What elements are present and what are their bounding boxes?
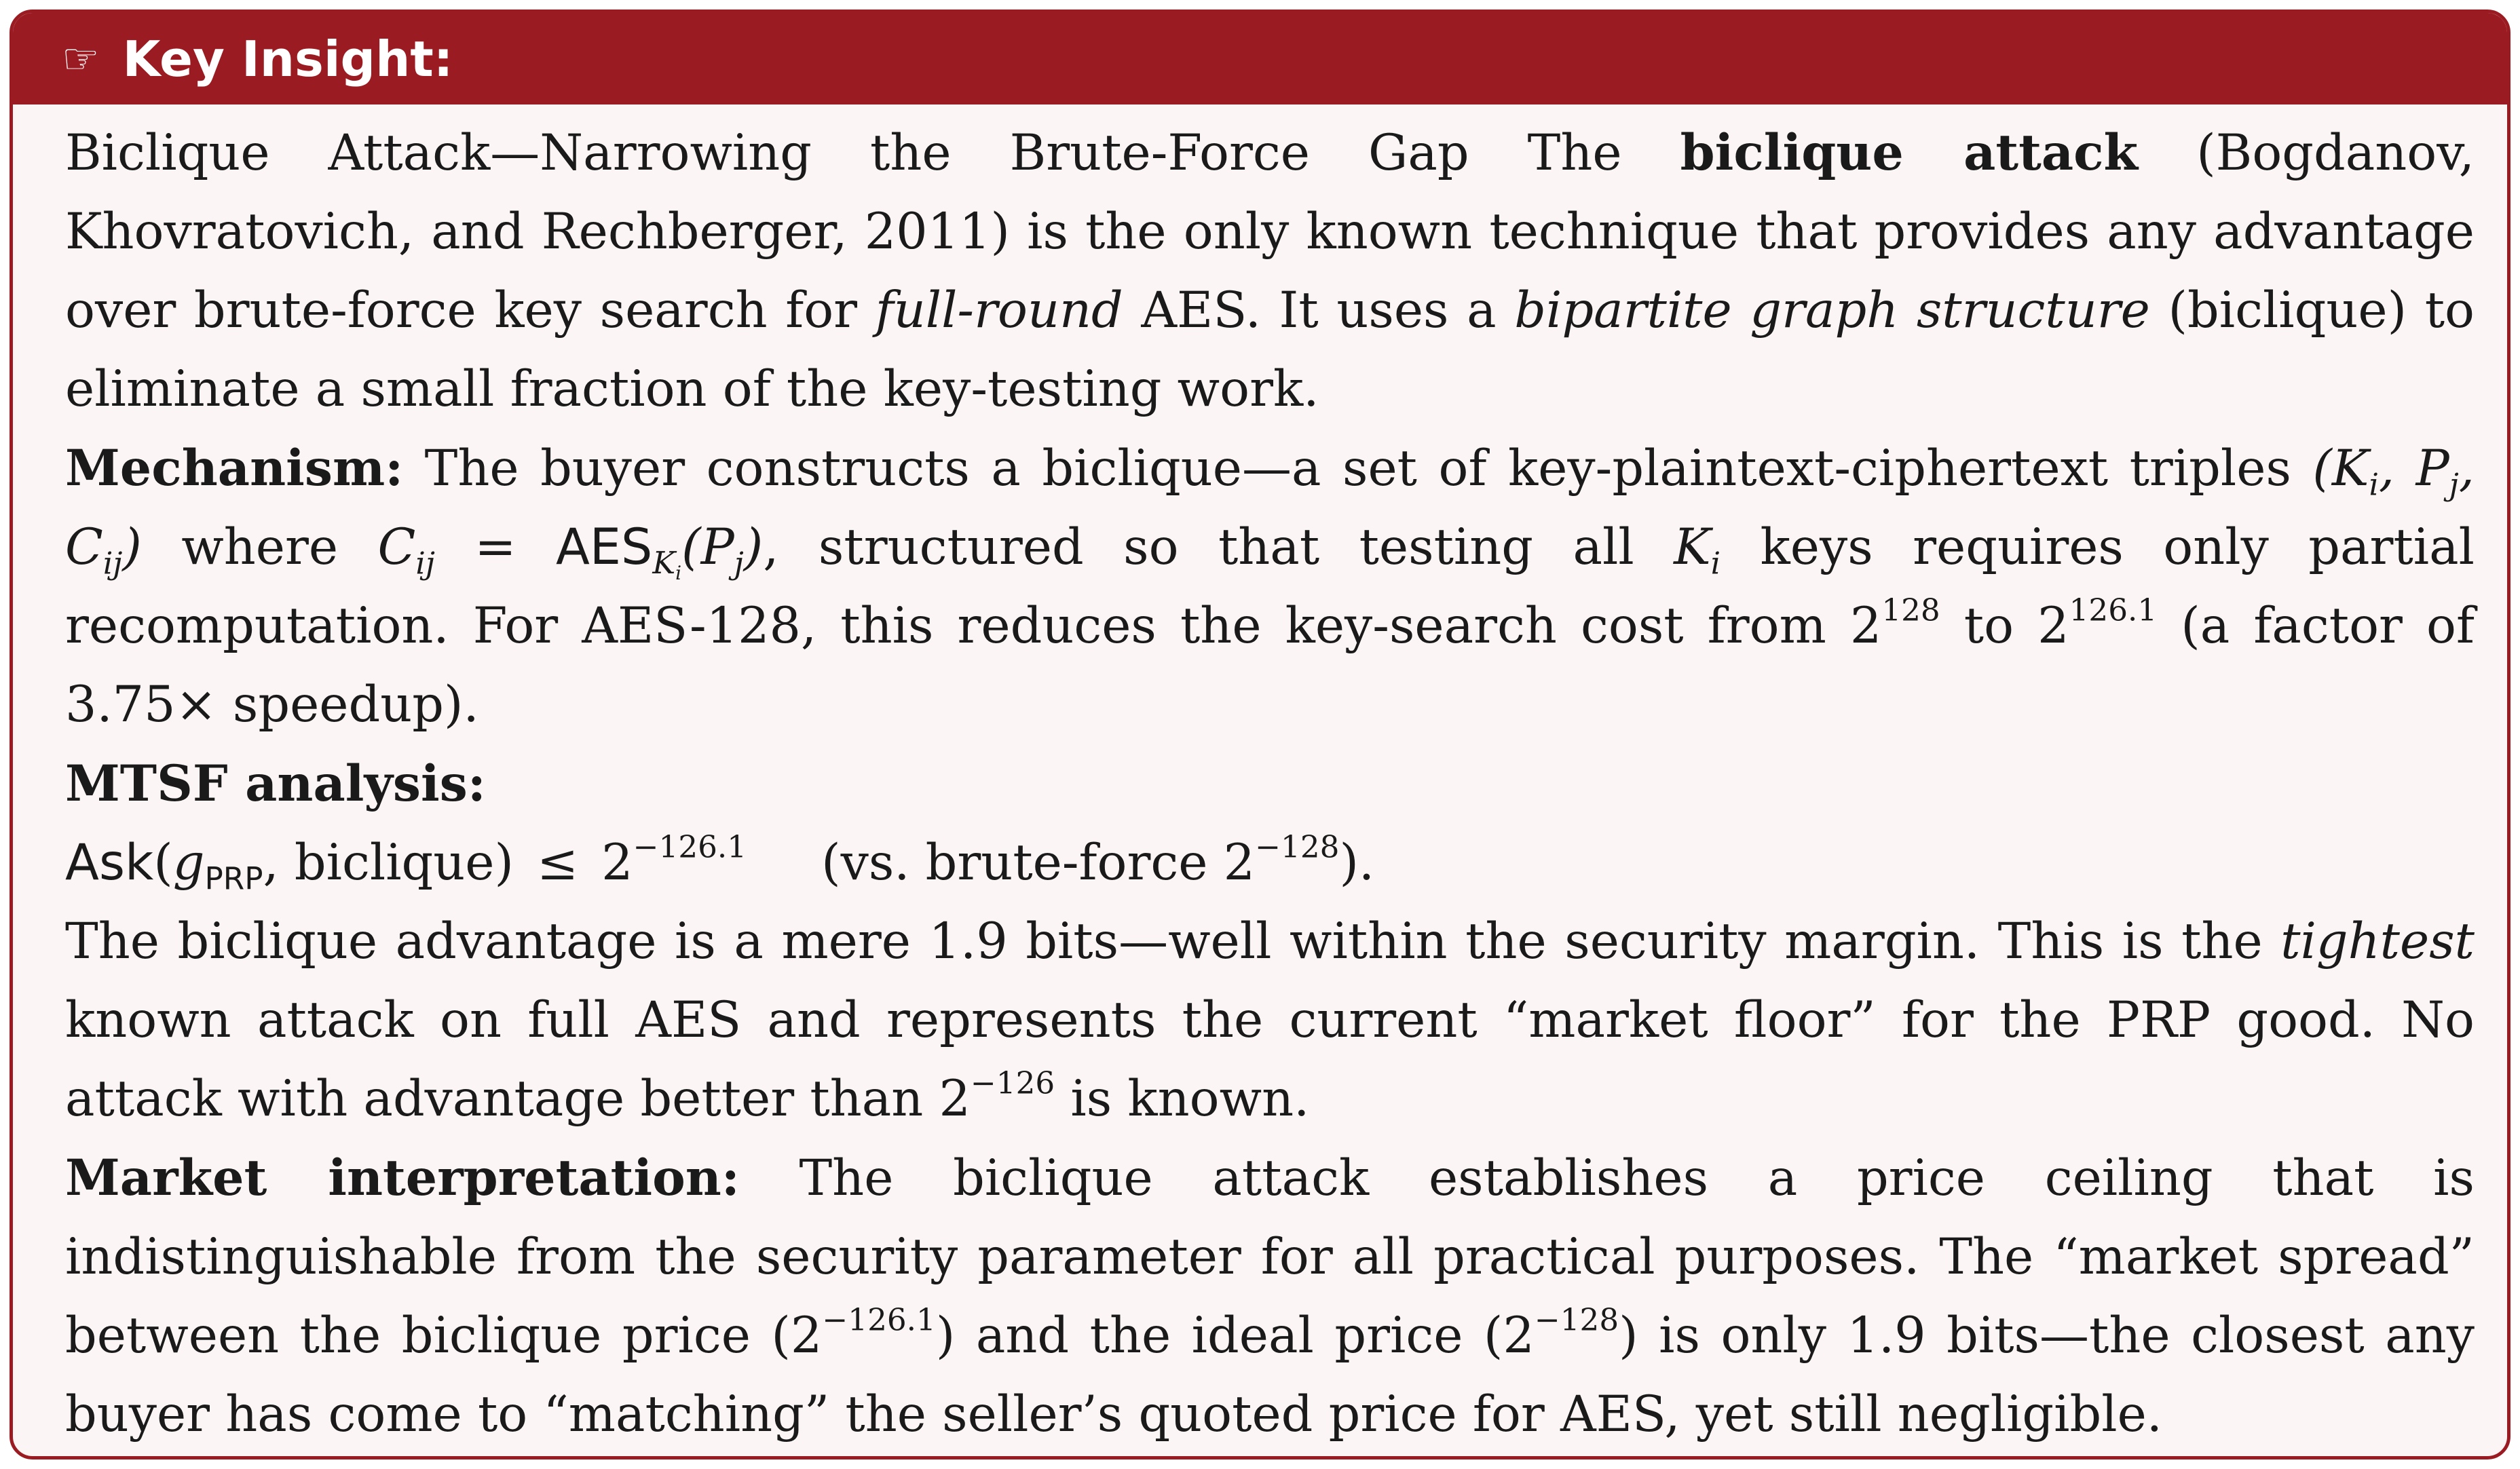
exponent-126-1: 126.1: [2069, 592, 2158, 628]
mechanism-label: Mechanism:: [65, 439, 404, 497]
formula-leq: ≤: [537, 834, 579, 892]
aes-argument: $(P_j)$: [681, 518, 764, 581]
market-text-3: ) is only 1.9 bits—the closest any buyer has come to “matching” the seller’s quoted price for AES, yet still negligible.: [65, 1307, 2475, 1443]
pointing-hand-icon: ☞: [62, 34, 100, 83]
intro-text-1: (Bogdanov, Khovratovich, and Rechberger, 2011) is the only known technique that provides any advantage over brute-force key search for: [65, 124, 2475, 339]
intro-italic-2: bipartite graph structure: [1514, 282, 2150, 339]
key-insight-box: [10, 9, 2510, 1460]
advantage-formula: $Ask(g_{PRP}$, biclique) ≤ $2^{-126.1}$ (vs. brute-force $2^{-128}$).: [65, 828, 1375, 897]
formula-base: 2: [601, 834, 633, 892]
intro-lead: Biclique Attack—Narrowing the Brute-Force Gap The: [65, 124, 1680, 182]
market-exponent-2: −128: [1534, 1301, 1619, 1338]
market-paragraph: [65, 1139, 2475, 1454]
intro-bold-term: biclique attack: [1680, 123, 2139, 182]
triple-expression: ($K_i$, $P_j$, $C_{ij}$): [65, 440, 2475, 581]
k-variable: $K_i$: [1674, 518, 1721, 581]
aes-key-subscript: Ki: [652, 545, 682, 585]
formula-biclique: biclique: [294, 834, 495, 892]
intro-italic-1: full-round: [875, 282, 1123, 339]
formula-prp-subscript: PRP: [204, 860, 263, 897]
market-exponent-1: −126.1: [822, 1301, 936, 1338]
key-insight-content: [65, 113, 2475, 1454]
formula-g: g: [172, 834, 205, 892]
market-label: Market interpretation:: [65, 1149, 740, 1207]
formula-vs-exponent: −128: [1255, 828, 1340, 865]
exponent-128: 128: [1881, 592, 1940, 628]
equals-sign: =: [434, 518, 556, 576]
c-subscript: ij: [415, 545, 435, 581]
key-insight-title: Key Insight:: [122, 30, 453, 88]
intro-text-2: AES. It uses a: [1123, 282, 1515, 339]
mechanism-text-5: (a factor of 3.75× speedup).: [65, 597, 2475, 733]
mechanism-text-2: where: [141, 518, 378, 576]
advantage-text-2: known attack on full AES and represents the current “market floor” for the PRP good. No attack with advantage better than 2: [65, 991, 2475, 1128]
mechanism-text-1: The buyer constructs a biclique—a set of key-plaintext-ciphertext triples: [403, 440, 2313, 497]
formula-vs: (vs. brute-force 2: [821, 834, 1256, 892]
formula-ask: Ask: [65, 834, 154, 892]
mechanism-to: to 2: [1940, 597, 2069, 655]
advantage-text-1: The biclique advantage is a mere 1.9 bits—well within the security margin. This is the: [65, 913, 2281, 970]
formula-close: ).: [1339, 834, 1375, 892]
c-variable: C: [377, 518, 416, 576]
advantage-italic: tightest: [2280, 913, 2475, 970]
advantage-paragraph: [65, 902, 2475, 1139]
advantage-text-3: is known.: [1055, 1070, 1310, 1128]
mechanism-paragraph: [65, 429, 2475, 744]
market-text-1: The biclique attack establishes a price ceiling that is indistinguishable from the security parameter for all practical purposes. The “market spread” between the biclique price (2: [65, 1149, 2475, 1365]
intro-text-3: (biclique) to eliminate a small fraction of the key-testing work.: [65, 282, 2475, 418]
mtsf-paragraph: [65, 744, 2475, 824]
advantage-exponent: −126: [970, 1065, 1055, 1101]
mtsf-label: MTSF analysis:: [65, 755, 486, 813]
intro-paragraph: [65, 113, 2475, 429]
market-text-2: ) and the ideal price (2: [935, 1307, 1535, 1365]
key-insight-header: [13, 13, 2507, 104]
formula-exponent: −126.1: [633, 828, 747, 865]
mechanism-text-4: keys requires only partial recomputation. For AES-128, this reduces the key-search cost from 2: [65, 518, 2475, 655]
aes-function: AES: [555, 518, 653, 576]
mechanism-text-3: , structured so that testing all: [763, 518, 1674, 576]
